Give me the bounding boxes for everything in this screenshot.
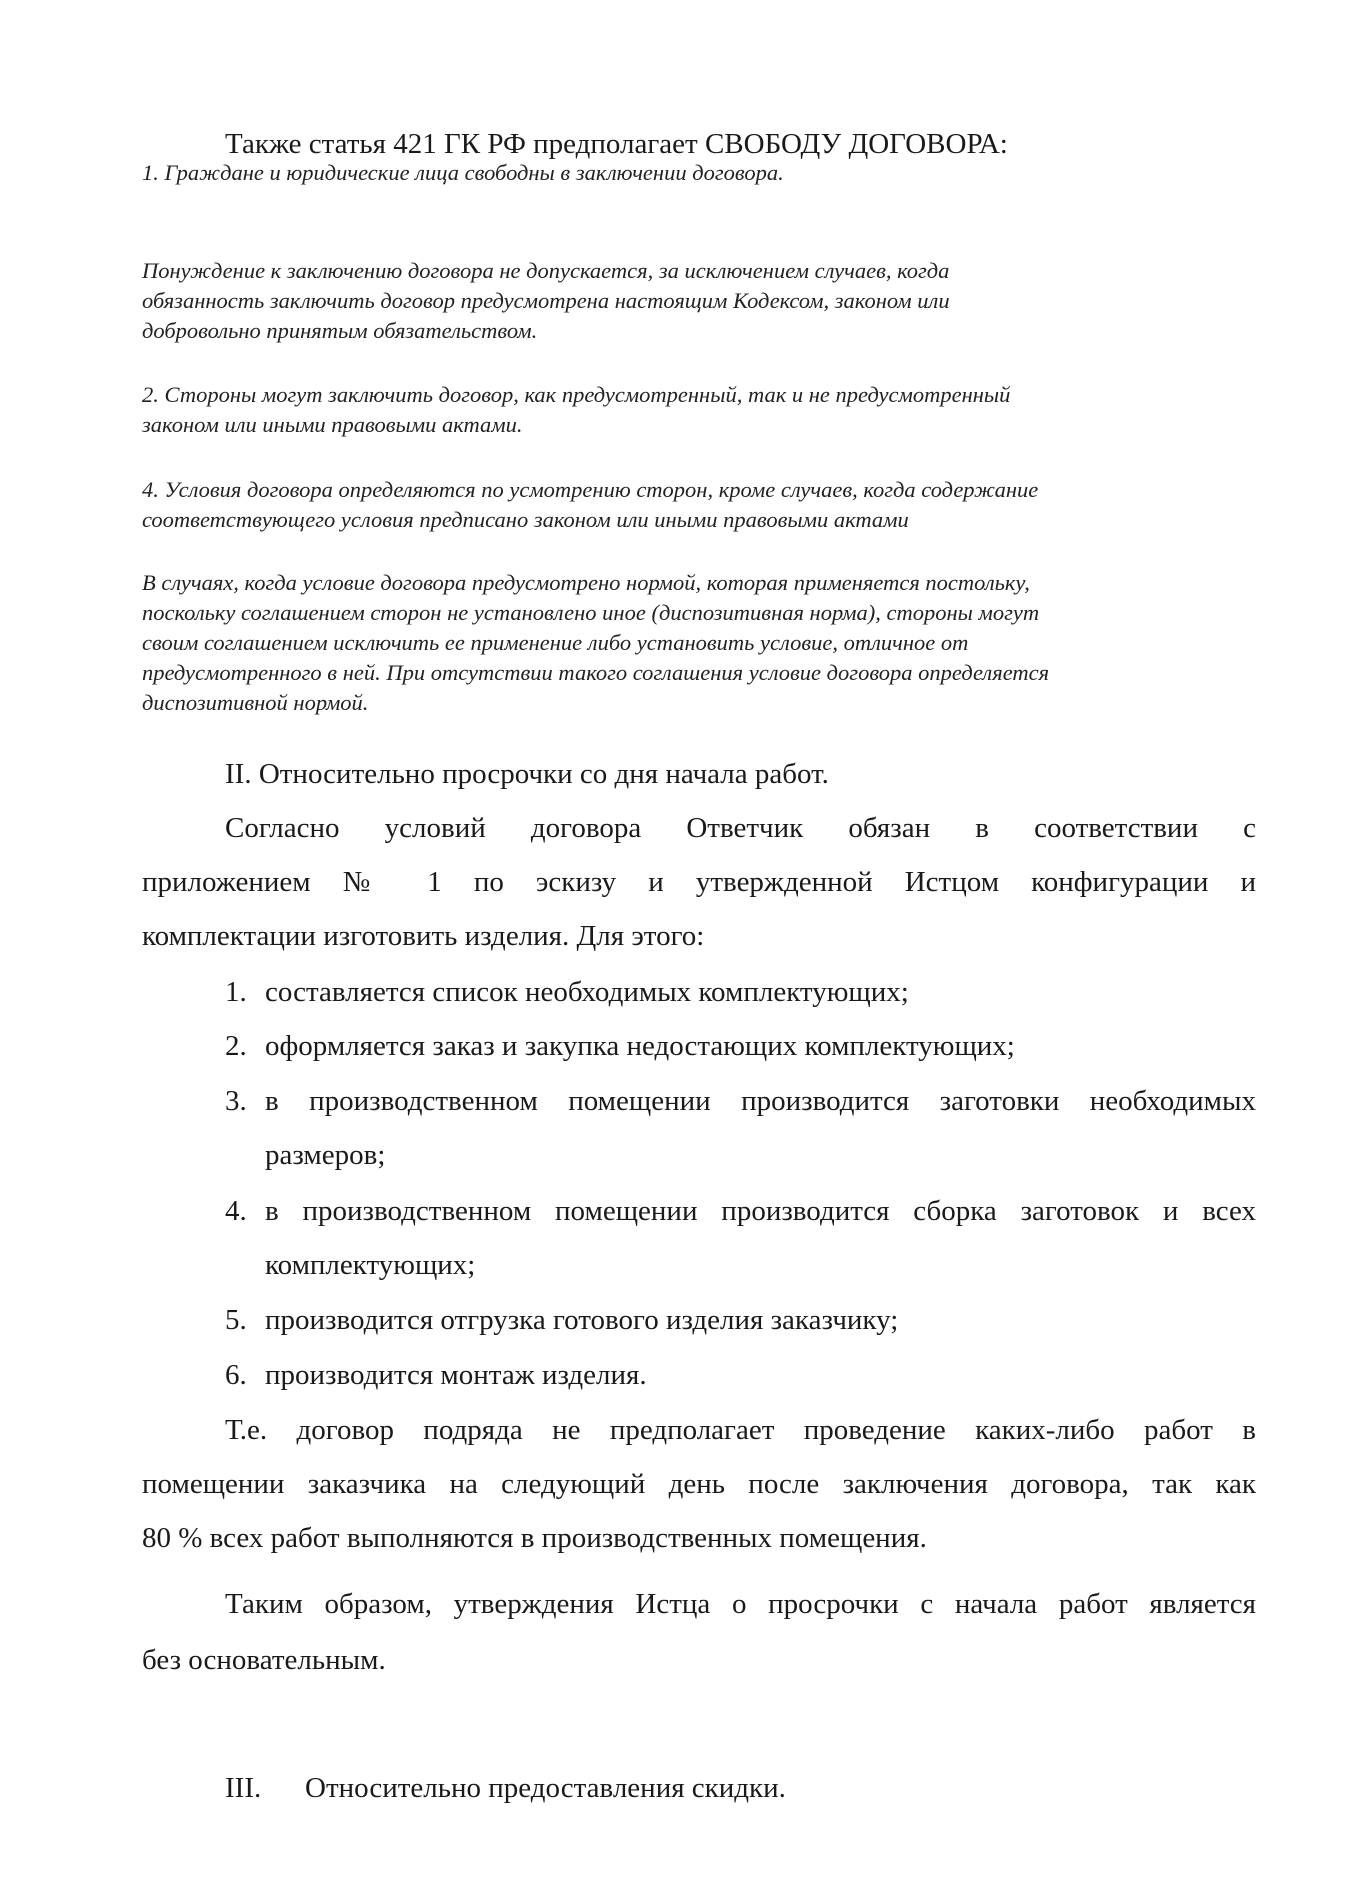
quote-line: поскольку соглашением сторон не установлено иное (диспозитивная норма), стороны могут [142, 600, 1040, 625]
quote-paragraph-5 [142, 568, 1262, 718]
ie-line-3: 80 % всех работ выполняются в производственных помещения. [142, 1522, 927, 1554]
list-text: производится монтаж изделия. [265, 1359, 647, 1391]
conclusion-line-2: без основательным. [142, 1644, 386, 1676]
quote-line: 2. Стороны могут заключить договор, как предусмотренный, так и не предусмотренный [142, 382, 1011, 407]
ie-line-1: Т.е. договор подряда не предполагает проведение каких-либо работ в [225, 1414, 1256, 1446]
quote-line: соответствующего условия предписано законом или иными правовыми актами [142, 507, 909, 532]
list-number: 2. [225, 1030, 247, 1062]
article-heading: Также статья 421 ГК РФ предполагает СВОБОДУ ДОГОВОРА: [225, 128, 1008, 160]
quote-line: предусмотренного в ней. При отсутствии такого соглашения условие договора определяется [142, 660, 1050, 685]
intro-line-1: Согласно условий договора Ответчик обязан в соответствии с [225, 812, 1256, 844]
list-text: в производственном помещении производится сборка заготовок и всех [265, 1195, 1256, 1227]
list-number: 1. [225, 976, 247, 1008]
list-text: в производственном помещении производится заготовки необходимых [265, 1085, 1256, 1117]
list-text: производится отгрузка готового изделия заказчику; [265, 1304, 899, 1336]
quote-line: диспозитивной нормой. [142, 690, 369, 715]
intro-line-2: приложением № 1 по эскизу и утвержденной Истцом конфигурации и [142, 866, 1256, 898]
quote-line: обязанность заключить договор предусмотрена настоящим Кодексом, законом или [142, 288, 950, 313]
quote-paragraph-3 [142, 380, 1262, 440]
quote-line: 1. Граждане и юридические лица свободны в заключении договора. [142, 160, 784, 185]
quote-paragraph-1 [142, 158, 1262, 188]
quote-paragraph-4 [142, 475, 1262, 535]
quote-line: своим соглашением исключить ее применение либо установить условие, отличное от [142, 630, 969, 655]
quote-line: добровольно принятым обязательством. [142, 318, 538, 343]
intro-line-3: комплектации изготовить изделия. Для этого: [142, 920, 705, 952]
section-2-title: II. Относительно просрочки со дня начала работ. [225, 758, 829, 790]
ie-line-2: помещении заказчика на следующий день после заключения договора, так как [142, 1468, 1256, 1500]
quote-line: Понуждение к заключению договора не допускается, за исключением случаев, когда [142, 258, 950, 283]
list-text: оформляется заказ и закупка недостающих комплектующих; [265, 1030, 1015, 1062]
list-text: составляется список необходимых комплектующих; [265, 976, 909, 1008]
section-3-number: III. [225, 1772, 262, 1804]
section-3-heading [225, 1770, 786, 1806]
section-3-title: Относительно предоставления скидки. [305, 1772, 786, 1804]
list-number: 5. [225, 1304, 247, 1336]
conclusion-line-1: Таким образом, утверждения Истца о просрочки с начала работ является [225, 1588, 1256, 1620]
quote-line: В случаях, когда условие договора предусмотрено нормой, которая применяется постольку, [142, 570, 1030, 595]
quote-line: законом или иными правовыми актами. [142, 412, 523, 437]
list-number: 4. [225, 1195, 247, 1227]
quote-line: 4. Условия договора определяются по усмотрению сторон, кроме случаев, когда содержание [142, 477, 1039, 502]
list-number: 6. [225, 1359, 247, 1391]
list-number: 3. [225, 1085, 247, 1117]
list-text-continuation: размеров; [265, 1139, 386, 1171]
quote-paragraph-2 [142, 256, 1262, 346]
list-text-continuation: комплектующих; [265, 1249, 476, 1281]
